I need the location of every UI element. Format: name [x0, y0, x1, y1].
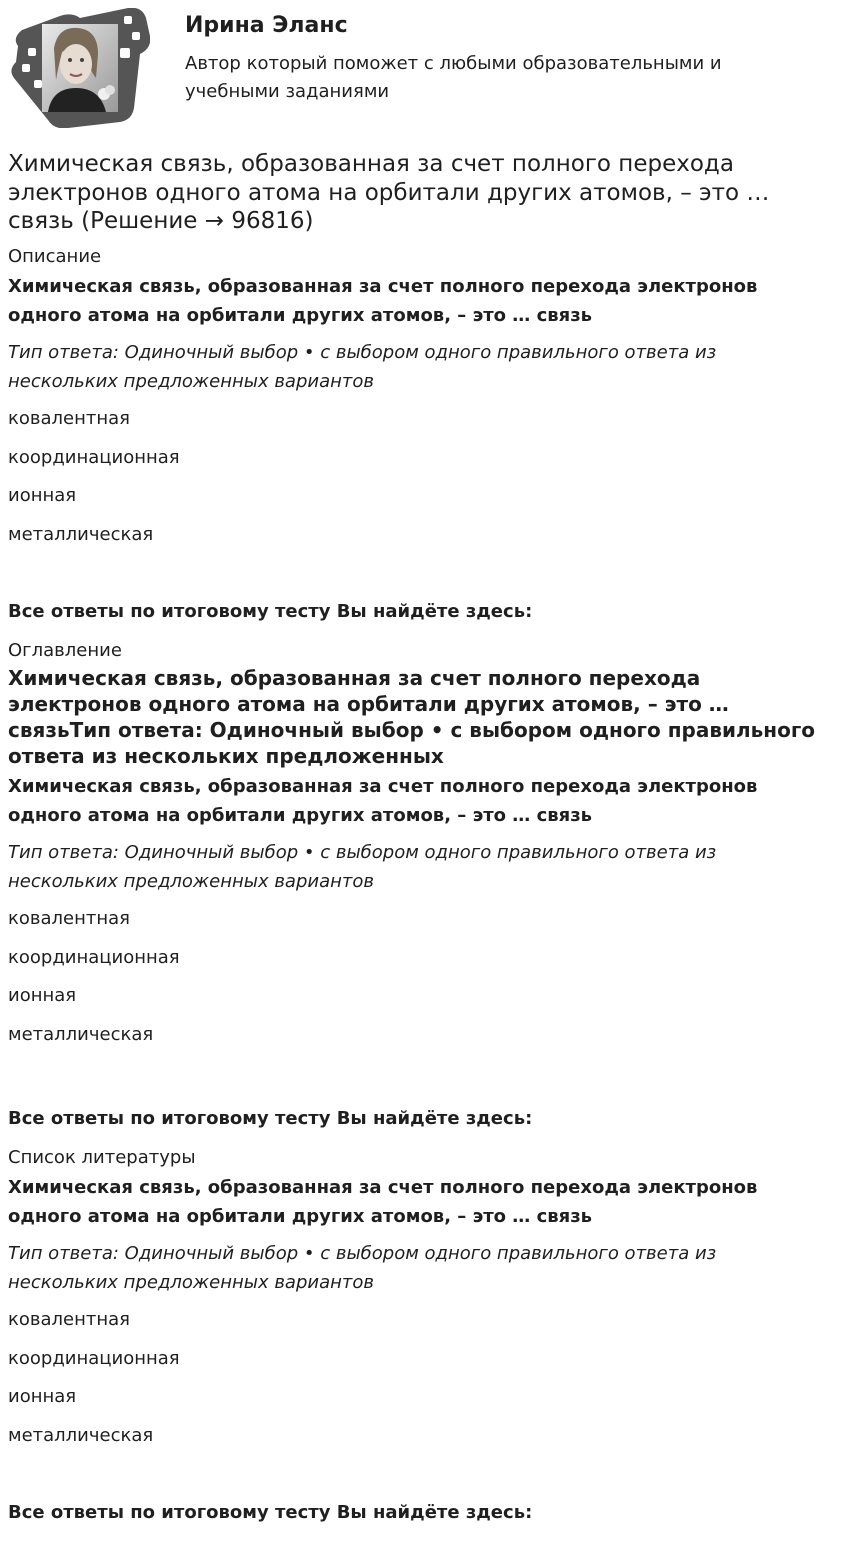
question-text: Химическая связь, образованная за счет полного перехода электронов одного атома на орбитали других атомов, – это … связь	[8, 1177, 758, 1227]
section-label-description: Описание	[8, 246, 102, 267]
section-label-toc: Оглавление	[8, 640, 122, 661]
description-section	[8, 245, 818, 559]
option-item: ионная	[8, 485, 77, 506]
answers-note: Все ответы по итоговому тесту Вы найдёте здесь:	[8, 601, 533, 622]
section-label-literature: Список литературы	[8, 1147, 196, 1168]
option-item: координационная	[8, 446, 180, 468]
answers-note: Все ответы по итоговому тесту Вы найдёте здесь:	[8, 1502, 533, 1523]
literature-section	[8, 1146, 818, 1460]
answers-note: Все ответы по итоговому тесту Вы найдёте здесь:	[8, 1108, 533, 1129]
answer-type: Тип ответа: Одиночный выбор • с выбором одного правильного ответа из нескольких предложенных вариантов	[8, 1243, 717, 1293]
option-item: ковалентная	[8, 1309, 130, 1330]
option-item: ионная	[8, 985, 77, 1006]
author-card	[8, 0, 818, 140]
options-list	[8, 405, 818, 549]
toc-heading[interactable]: Химическая связь, образованная за счет полного перехода электронов одного атома на орбитали других атомов, – это … связьТип ответа: Одиночный выбор • с выбором одного правильного ответа из нескольких предложенных	[8, 666, 816, 768]
question-text: Химическая связь, образованная за счет полного перехода электронов одного атома на орбитали других атомов, – это … связь	[8, 276, 758, 326]
option-item: координационная	[8, 946, 180, 968]
option-item: металлическая	[8, 1424, 154, 1446]
question-text: Химическая связь, образованная за счет полного перехода электронов одного атома на орбитали других атомов, – это … связь	[8, 776, 758, 826]
option-item: ковалентная	[8, 908, 130, 929]
author-description: Автор который поможет с любыми образовательными и учебными заданиями	[185, 53, 722, 102]
options-list	[8, 905, 818, 1049]
option-item: координационная	[8, 1347, 180, 1369]
answer-type: Тип ответа: Одиночный выбор • с выбором одного правильного ответа из нескольких предложенных вариантов	[8, 842, 717, 892]
toc-section	[8, 639, 818, 1059]
option-item: ковалентная	[8, 408, 130, 429]
page-title: Химическая связь, образованная за счет полного перехода электронов одного атома на орбитали других атомов, – это … связь (Решение → 96816)	[8, 151, 770, 234]
answer-type: Тип ответа: Одиночный выбор • с выбором одного правильного ответа из нескольких предложенных вариантов	[8, 342, 717, 392]
option-item: ионная	[8, 1386, 77, 1407]
author-avatar	[8, 8, 150, 128]
option-item: металлическая	[8, 1023, 154, 1045]
option-item: металлическая	[8, 523, 154, 545]
author-name[interactable]: Ирина Эланс	[185, 13, 348, 38]
options-list	[8, 1306, 818, 1450]
page	[8, 0, 818, 1523]
